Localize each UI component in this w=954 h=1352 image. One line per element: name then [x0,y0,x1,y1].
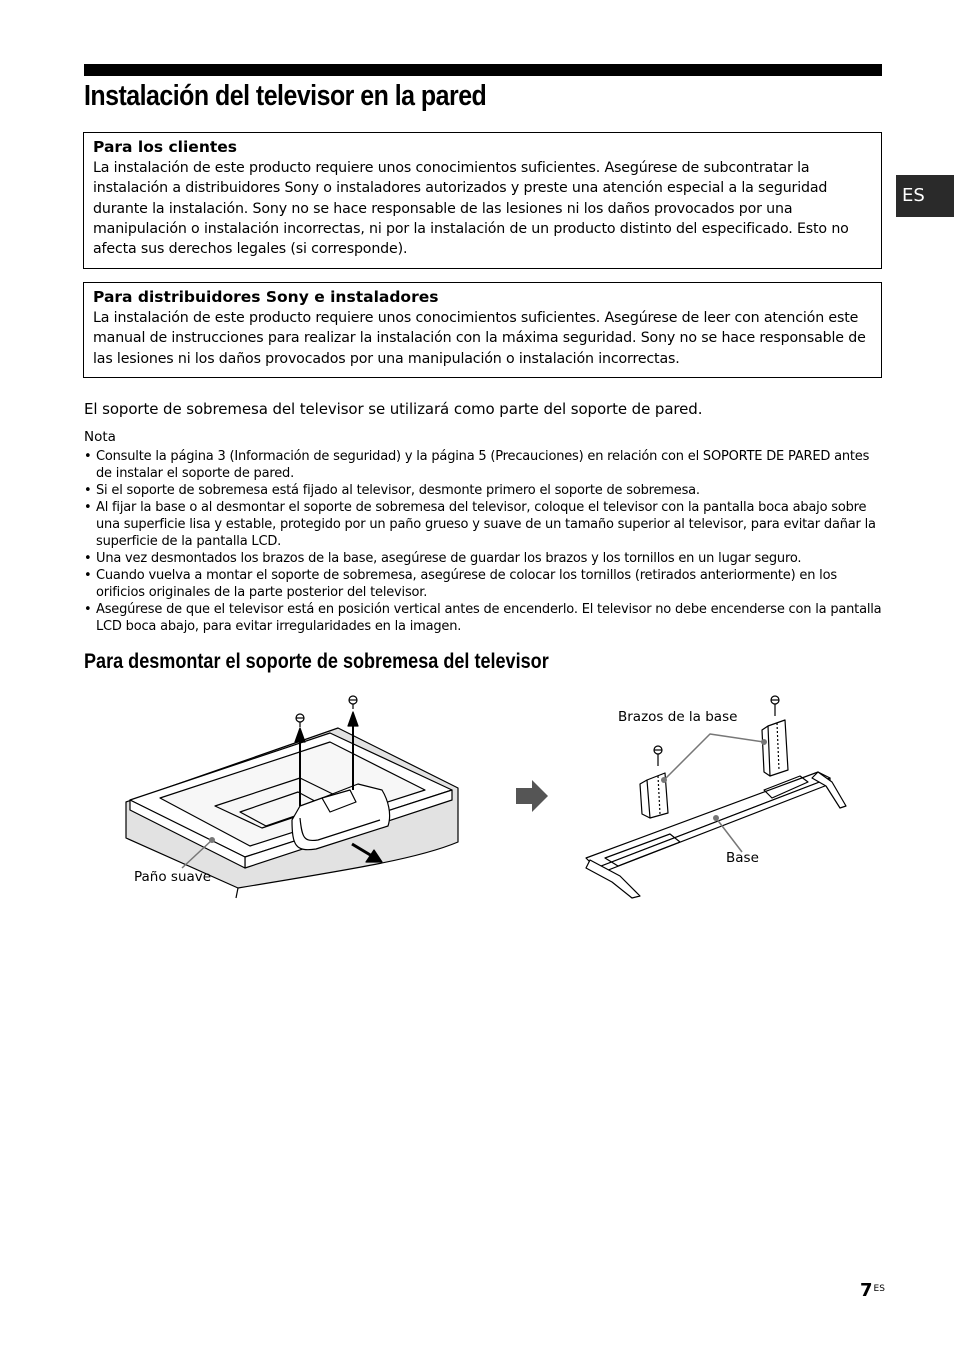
note-item: • Asegúrese de que el televisor está en posición vertical antes de encenderlo. El televisor no debe encenderse con la pantalla LCD boca abajo, para evitar irregularidades en la imagen. [84,601,884,635]
screw-icon [349,696,357,709]
page-number-value: 7 [860,1280,873,1301]
page-number [860,1280,885,1301]
intro-paragraph: El soporte de sobremesa del televisor se utilizará como parte del soporte de pared. [84,400,703,418]
clients-notice-text: La instalación de este producto requiere unos conocimientos suficientes. Asegúrese de subcontratar la instalación a distribuidores Sony o instaladores autorizados y preste una atención especial a la seguridad durante la instalación. Sony no se hace responsable de las lesiones ni los daños provocados por una manipulación o instalación incorrectas, ni por la instalación de un producto distinto del especificado. Esto no afecta sus derechos legales (si corresponde). [93,160,849,258]
label-base: Base [726,850,759,866]
note-item: • Una vez desmontados los brazos de la base, asegúrese de guardar los brazos y los tornillos en un lugar seguro. [84,550,884,567]
page-title: Instalación del televisor en la pared [84,80,487,112]
note-heading: Nota [84,429,116,445]
note-item: • Cuando vuelva a montar el soporte de sobremesa, asegúrese de colocar los tornillos (retirados anteriormente) en los orificios originales de la parte posterior del televisor. [84,567,884,601]
note-item: • Si el soporte de sobremesa está fijado al televisor, desmonte primero el soporte de sobremesa. [84,482,884,499]
note-item: • Consulte la página 3 (Información de seguridad) y la página 5 (Precauciones) en relación con el SOPORTE DE PARED antes de instalar el soporte de pared. [84,448,884,482]
label-base-arms: Brazos de la base [618,709,738,725]
page-number-suffix: ES [873,1284,885,1294]
screw-icon [654,746,662,766]
note-item: • Al fijar la base o al desmontar el soporte de sobremesa del televisor, coloque el televisor con la pantalla boca abajo sobre una superficie lisa y estable, protegido por un paño grueso y suave de un tamaño superior al televisor, para evitar dañar la superficie de la pantalla LCD. [84,499,884,550]
screw-icon [296,714,304,727]
header-rule [84,64,882,76]
clients-notice-heading: Para los clientes [93,138,237,156]
dealers-notice-text: La instalación de este producto requiere unos conocimientos suficientes. Asegúrese de leer con atención este manual de instrucciones para realizar la instalación con la máxima seguridad. Sony no se hace responsable de las lesiones ni los daños provocados por una manipulación o instalación incorrectas. [93,310,866,367]
dealers-notice-box [83,282,882,378]
dealers-notice-heading: Para distribuidores Sony e instaladores [93,288,439,306]
notes-list [84,448,884,635]
label-soft-cloth: Paño suave [134,869,212,885]
language-tab: ES [896,175,954,217]
base-plate-shape [586,772,830,868]
section-subtitle: Para desmontar el soporte de sobremesa del televisor [84,650,549,673]
clients-notice-box [83,132,882,269]
screw-icon [771,696,779,716]
step-arrow-icon [516,780,548,812]
